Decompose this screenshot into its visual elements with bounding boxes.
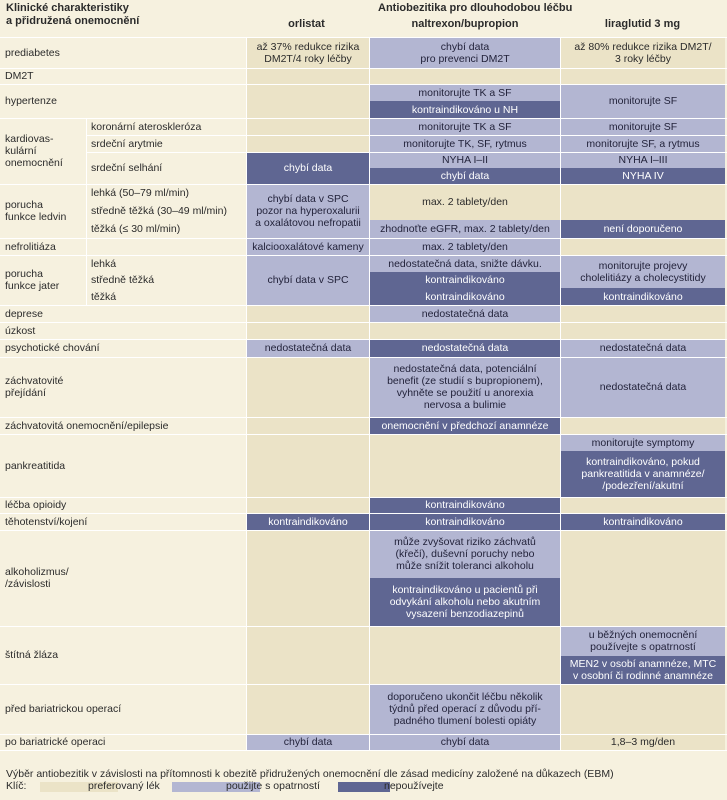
key-text-preferred: preferovaný lék (88, 780, 160, 792)
cell-liraglutid-selhani-2: NYHA IV (561, 168, 725, 184)
row-label-alkoholizmus: alkoholizmus/ /závislosti (5, 566, 69, 590)
row-label-stitna: štítná žláza (5, 649, 59, 661)
row-divider (0, 734, 727, 735)
row-label-psychoticke: psychotické chování (5, 342, 100, 354)
cell-naltrexon-zachvatovite: nedostatečná data, potenciální benefit (ze studií s bupropionem), vyhněte se použití u anorexia nervosa a bulimie (370, 357, 560, 417)
cell-liraglutid-ledviny-tezka: není doporučeno (561, 220, 725, 238)
row-label-hypertenze: hypertenze (5, 95, 57, 107)
row-label-dm2t: DM2T (5, 70, 34, 82)
cell-liraglutid-pankreatitida-1: monitorujte symptomy (561, 434, 725, 451)
row-label-tehotenstvi: těhotenství/kojení (5, 515, 88, 528)
key-label: Klíč: (6, 780, 27, 792)
cell-orlistat-ledviny: chybí data v SPC pozor na hyperoxalurii a oxalátovou nefropatii (247, 184, 369, 238)
row-divider (0, 626, 727, 627)
row-label-jater-stredne: středně těžká (91, 274, 155, 286)
row-divider (0, 84, 727, 85)
cell-liraglutid-jater: monitorujte projevy cholelitiázy a cholecystitidy (561, 255, 725, 288)
cell-liraglutid-po-bariatricke: 1,8–3 mg/den (561, 734, 725, 750)
cell-naltrexon-alkoholizmus-2: kontraindikováno u pacientů při odvykání alkoholu nebo akutním vysazení benzodiazepinů (370, 578, 560, 626)
row-divider (0, 417, 727, 418)
cell-naltrexon-jater-1: nedostatečná data, snižte dávku. (370, 255, 560, 272)
cell-orlistat-jater: chybí data v SPC (247, 255, 369, 305)
cell-orlistat-po-bariatricke: chybí data (247, 734, 369, 750)
row-divider (0, 184, 727, 185)
cell-naltrexon-jater-2: kontraindikováno (370, 272, 560, 288)
cell-naltrexon-ledviny: max. 2 tablety/den (370, 184, 560, 220)
row-label-ledviny-lehka: lehká (50–79 ml/min) (91, 187, 190, 199)
cell-naltrexon-opioidy: kontraindikováno (370, 497, 560, 513)
row-divider (0, 513, 727, 514)
row-label-kardio: kardiovas- kulární onemocnění (5, 133, 63, 169)
row-divider (0, 68, 727, 69)
row-label-arytmie: srdeční arytmie (91, 137, 163, 150)
cell-liraglutid-stitna-1: u běžných onemocnění používejte s opatrností (561, 626, 725, 656)
row-label-ledviny: porucha funkce ledvin (5, 199, 67, 223)
row-label-jater-tezka: těžká (91, 290, 117, 303)
cell-naltrexon-deprese: nedostatečná data (370, 305, 560, 322)
title-line-1: Klinické charakteristiky (6, 2, 129, 14)
cell-liraglutid-prediabetes: až 80% redukce rizika DM2T/ 3 roky léčby (561, 38, 725, 68)
col-header-naltrexon: naltrexon/bupropion (411, 18, 519, 30)
cell-naltrexon-ledviny-tezka: zhodnoťte eGFR, max. 2 tablety/den (370, 220, 560, 238)
table-caption: Výběr antiobezitik v závislosti na přítomnosti k obezitě přidružených onemocnění dle zásad medicíny založené na důkazech (EBM) (6, 768, 614, 780)
cell-liraglutid-zachvatovite: nedostatečná data (561, 357, 725, 417)
title-line-2: a přidružená onemocnění (6, 15, 140, 27)
key-text-avoid: nepoužívejte (384, 780, 444, 792)
row-divider (0, 37, 727, 38)
row-label-pred-bariatrickou: před bariatrickou operací (5, 703, 122, 715)
cell-naltrexon-tehotenstvi: kontraindikováno (370, 513, 560, 530)
cell-naltrexon-alkoholizmus-1: může zvyšovat riziko záchvatů (křečí), duševní poruchy nebo může snížit toleranci alkoholu (370, 530, 560, 578)
col-divider (246, 38, 247, 750)
cell-naltrexon-hypertenze-2: kontraindikováno u NH (370, 101, 560, 118)
row-divider (0, 497, 727, 498)
row-divider (0, 434, 727, 435)
cell-orlistat-nefrolitiaza: kalciooxalátové kameny (247, 238, 369, 255)
col-divider (560, 38, 561, 750)
cell-naltrexon-pred-bariatrickou: doporučeno ukončit léčbu několik týdnů před operací z důvodu pří- padného tlumení bolesti opiáty (370, 684, 560, 734)
cell-naltrexon-nefrolitiaza: max. 2 tablety/den (370, 238, 560, 255)
cell-naltrexon-selhani-2: chybí data (370, 168, 560, 184)
row-divider (0, 255, 727, 256)
row-divider (0, 750, 727, 751)
row-label-ledviny-stredne: středně těžká (30–49 ml/min) (91, 205, 227, 217)
cell-naltrexon-koronarni: monitorujte TK a SF (370, 118, 560, 135)
row-label-jater-lehka: lehká (91, 257, 117, 270)
row-divider (0, 339, 727, 340)
cell-liraglutid-arytmie: monitorujte SF, a rytmus (561, 135, 725, 152)
cell-naltrexon-jater-3: kontraindikováno (370, 288, 560, 305)
row-label-koronarni: koronární ateroskleróza (91, 120, 202, 133)
cell-orlistat-prediabetes: až 37% redukce rizika DM2T/4 roky léčby (247, 38, 369, 68)
cell-liraglutid-pankreatitida-2: kontraindikováno, pokud pankreatitida v anamnéze/ /podezření/akutní (561, 451, 725, 497)
row-divider (0, 238, 727, 239)
row-label-po-bariatricke: po bariatrické operaci (5, 736, 106, 748)
key-text-caution: použijte s opatrností (226, 780, 320, 792)
row-label-pankreatitida: pankreatitida (5, 459, 66, 472)
col-header-orlistat: orlistat (288, 18, 325, 30)
row-label-ledviny-tezka: těžká (≤ 30 ml/min) (91, 223, 181, 235)
row-label-prediabetes: prediabetes (5, 47, 60, 59)
cell-naltrexon-po-bariatricke: chybí data (370, 734, 560, 750)
cell-naltrexon-hypertenze-1: monitorujte TK a SF (370, 84, 560, 101)
row-label-uzkost: úzkost (5, 324, 36, 337)
row-divider (0, 684, 727, 685)
orlistat-column-bg (247, 38, 369, 750)
row-divider (86, 135, 727, 136)
row-divider (0, 322, 727, 323)
row-label-zachvatovite: záchvatovité přejídání (5, 375, 64, 399)
cell-liraglutid-jater-3: kontraindikováno (561, 288, 725, 305)
cell-naltrexon-selhani-1: NYHA I–II (370, 152, 560, 168)
cell-liraglutid-hypertenze: monitorujte SF (561, 84, 725, 118)
cell-orlistat-selhani: chybí data (247, 152, 369, 184)
col-divider (369, 38, 370, 750)
row-label-selhani: srdeční selhání (91, 162, 163, 174)
row-label-deprese: deprese (5, 307, 43, 320)
row-divider (0, 118, 727, 119)
cell-liraglutid-koronarni: monitorujte SF (561, 118, 725, 135)
row-divider (0, 530, 727, 531)
row-divider (0, 357, 727, 358)
row-label-epilepsie: záchvatovitá onemocnění/epilepsie (5, 419, 169, 432)
cell-liraglutid-selhani-1: NYHA I–III (561, 152, 725, 168)
cell-orlistat-tehotenstvi: kontraindikováno (247, 513, 369, 530)
row-label-opioidy: léčba opioidy (5, 499, 67, 511)
row-divider (0, 305, 727, 306)
row-label-jater: porucha funkce jater (5, 268, 60, 292)
drug-group-heading: Antiobezitika pro dlouhodobou léčbu (378, 2, 573, 14)
key-swatch-avoid (338, 782, 390, 792)
row-label-nefrolitiaza: nefrolitiáza (5, 240, 56, 253)
cell-naltrexon-arytmie: monitorujte TK, SF, rytmus (370, 135, 560, 152)
cell-naltrexon-epilepsie: onemocnění v předchozí anamnéze (370, 417, 560, 434)
cell-naltrexon-prediabetes: chybí data pro prevenci DM2T (370, 38, 560, 68)
col-divider (86, 118, 87, 305)
cell-liraglutid-psychoticke: nedostatečná data (561, 339, 725, 357)
col-header-liraglutid: liraglutid 3 mg (604, 18, 681, 30)
cell-orlistat-psychoticke: nedostatečná data (247, 339, 369, 357)
cell-liraglutid-stitna-2: MEN2 v osobí anamnéze, MTC v osobní či rodinné anamnéze (561, 656, 725, 684)
cell-liraglutid-tehotenstvi: kontraindikováno (561, 513, 725, 530)
table-title (6, 2, 246, 28)
row-divider (86, 152, 727, 153)
cell-naltrexon-psychoticke: nedostatečná data (370, 339, 560, 357)
